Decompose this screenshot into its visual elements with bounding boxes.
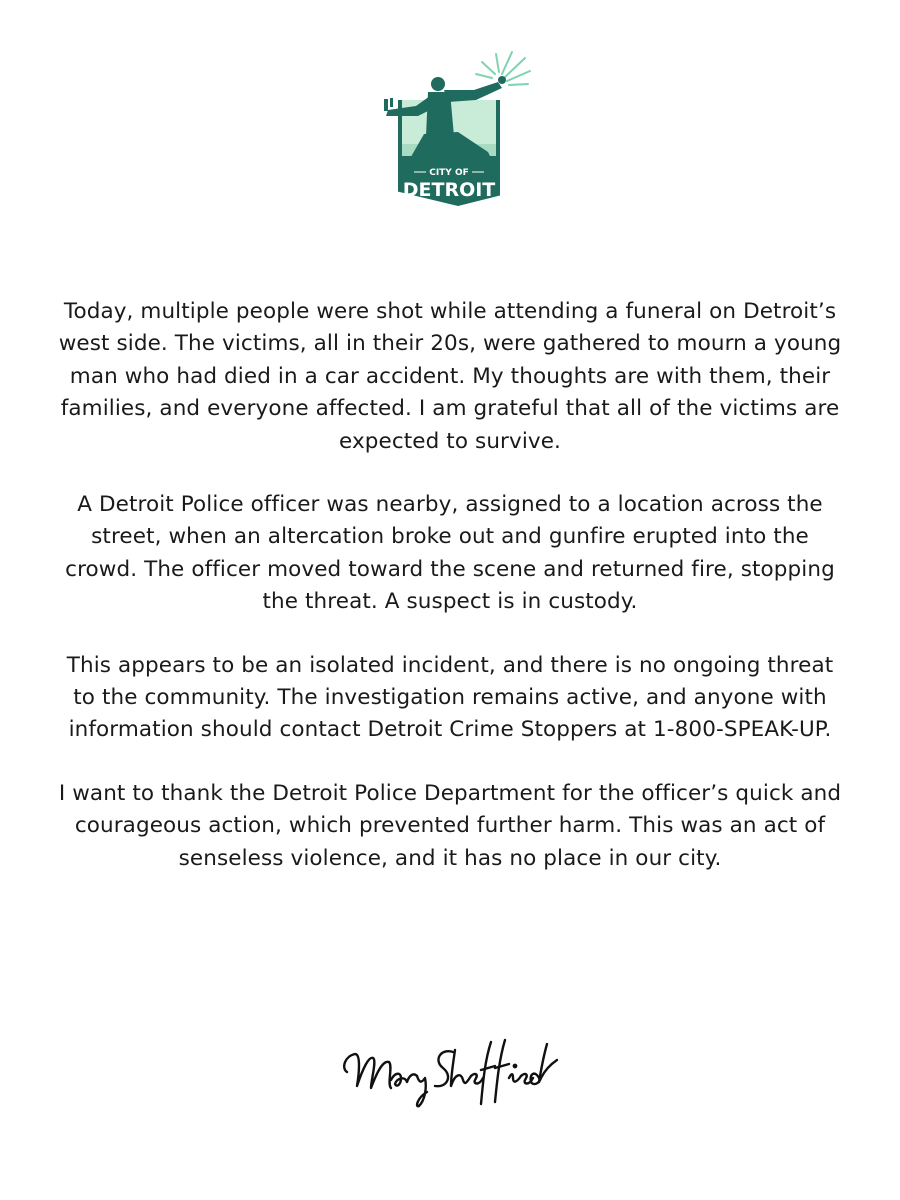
statement-paragraph-4: I want to thank the Detroit Police Department for the officer’s quick and courageous action, which prevented further harm. This was an act of senseless violence, and it has no place in our city. xyxy=(58,780,842,871)
statement-paragraph-2: A Detroit Police officer was nearby, assigned to a location across the street, when an altercation broke out and gunfire erupted into the crowd. The officer moved toward the scene and returned fire, stopping the threat. A suspect is in custody. xyxy=(65,492,835,615)
logo-line2: DETROIT xyxy=(402,179,496,201)
statement-body xyxy=(55,296,845,906)
city-of-detroit-logo xyxy=(378,44,538,226)
logo-line1: CITY OF xyxy=(429,168,469,178)
statement-paragraph-3: This appears to be an isolated incident, and there is no ongoing threat to the community. The investigation remains active, and anyone with information should contact Detroit Crime Stoppers at 1-800-SPEAK-UP. xyxy=(66,652,834,743)
statement-paragraph-1: Today, multiple people were shot while attending a funeral on Detroit’s west side. The victims, all in their 20s, were gathered to mourn a young man who had died in a car accident. My thoughts are with them, their families, and everyone affected. I am grateful that all of the victims are expected to survive. xyxy=(58,299,842,454)
handwritten-signature xyxy=(335,1030,565,1112)
